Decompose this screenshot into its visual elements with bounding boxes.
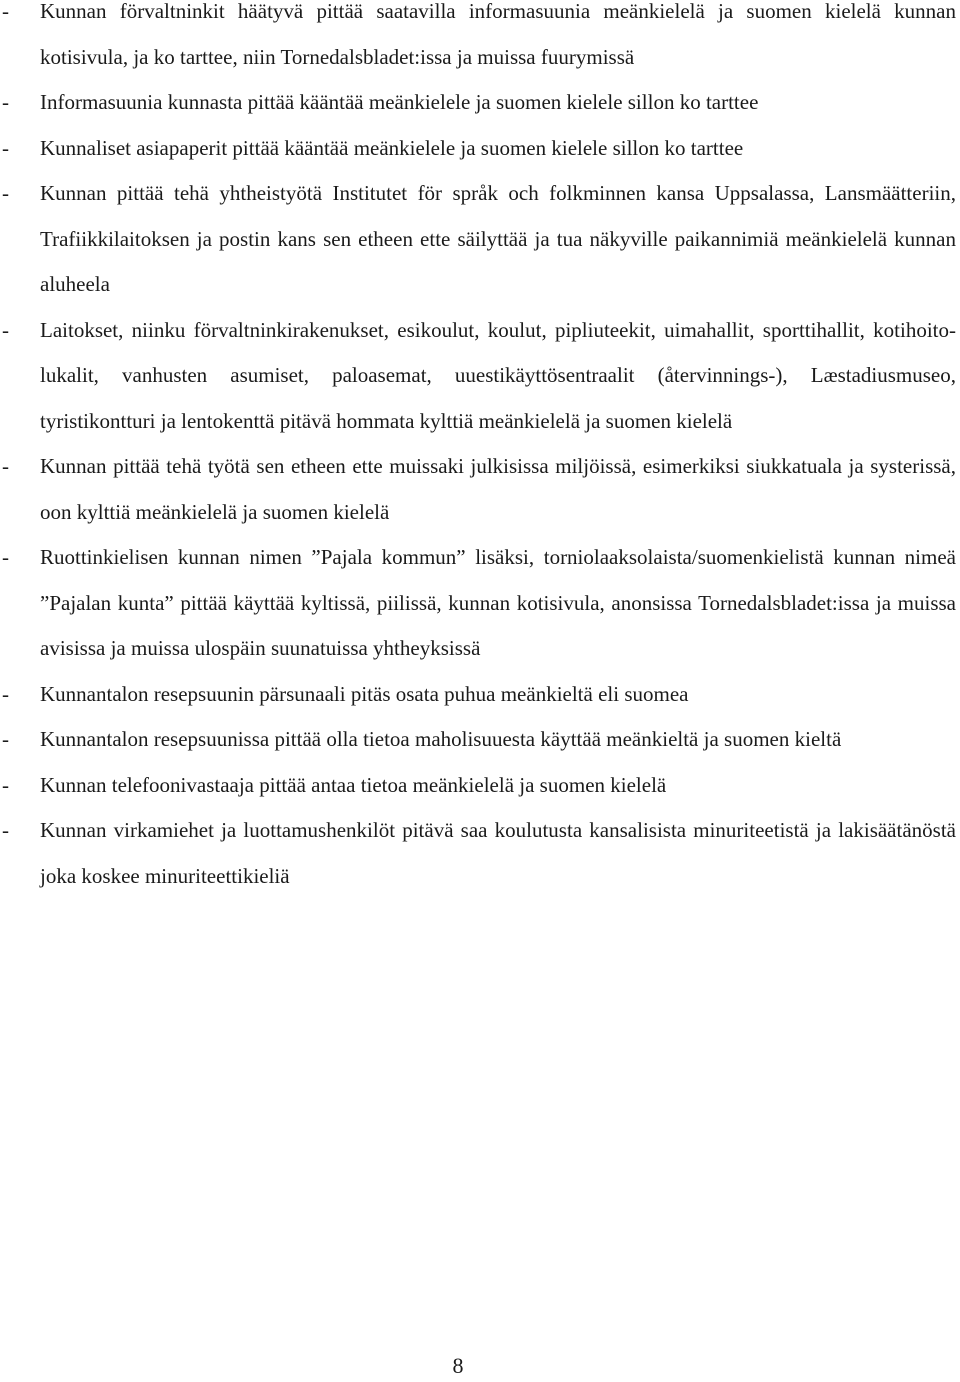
bullet-dash: - <box>2 0 9 23</box>
bullet-dash: - <box>2 90 9 114</box>
list-item-text: Kunnaliset asiapaperit pittää kääntää meänkielele ja suomen kielele sillon ko tarttee <box>40 135 744 160</box>
list-item-text: Ruottinkielisen kunnan nimen ”Pajala kommun” lisäksi, torniolaaksolaista/suomenkielistä kunnan nimeä ”Pajalan kunta” pittää käyttää kyltissä, piilissä, kunnan kotisivula, anonsissa Tornedalsbladet:issa ja muissa avisissa ja muissa ulospäin suunatuissa yhtheyksissä <box>40 545 956 660</box>
bullet-dash: - <box>2 454 9 478</box>
list-item-text: Kunnan telefoonivastaaja pittää antaa tietoa meänkielelä ja suomen kielelä <box>40 772 667 797</box>
list-item <box>0 808 960 899</box>
bullet-dash: - <box>2 135 9 160</box>
list-item <box>0 535 960 672</box>
page-number: 8 <box>452 1353 464 1378</box>
bullet-dash: - <box>2 681 9 706</box>
list-item <box>0 80 960 126</box>
bullet-dash: - <box>2 317 9 342</box>
list-item-text: Kunnan pittää tehä työtä sen etheen ette muissaki julkisissa miljöissä, esimerkiksi siukkatuala ja systerissä, oon kylttiä meänkielelä ja suomen kielelä <box>40 454 956 524</box>
list-item <box>0 763 960 809</box>
list-item-text: Laitokset, niinku förvaltninkirakenukset, esikoulut, koulut, pipliuteekit, uimahallit, sporttihallit, kotihoito-lukalit, vanhusten asumiset, paloasemat, uuestikäyttösentraalit (återvinnings-), Læstadiusmuseo, tyristikontturi ja lentokenttä pitävä hommata kylttiä meänkielelä ja suomen kielelä <box>40 317 956 433</box>
bullet-dash: - <box>2 727 9 751</box>
bullet-dash: - <box>2 772 9 797</box>
list-item <box>0 0 960 80</box>
list-item <box>0 672 960 718</box>
list-item-text: Kunnan pittää tehä yhtheistyötä Institutet för språk och folkminnen kansa Uppsalassa, Lansmäätteriin, Trafiikkilaitoksen ja postin kans sen etheen ette säilyttää ja tua näkyville paikannimiä meänkielelä kunnan aluheela <box>40 181 956 296</box>
list-item-text: Informasuunia kunnasta pittää kääntää meänkielele ja suomen kielele sillon ko tarttee <box>40 90 759 114</box>
list-item-text: Kunnantalon resepsuunissa pittää olla tietoa maholisuuesta käyttää meänkieltä ja suomen kieltä <box>40 727 842 751</box>
list-item <box>0 171 960 308</box>
bullet-dash: - <box>2 818 9 842</box>
list-item <box>0 444 960 535</box>
bullet-dash: - <box>2 181 9 205</box>
list-item <box>0 308 960 445</box>
list-item-text: Kunnan virkamiehet ja luottamushenkilöt pitävä saa koulutusta kansalisista minuriteetistä ja lakisäätänöstä joka koskee minuriteettikieliä <box>40 818 956 888</box>
list-item <box>0 126 960 172</box>
list-item-text: Kunnan förvaltninkit häätyvä pittää saatavilla informasuunia meänkielelä ja suomen kielelä kunnan kotisivula, ja ko tarttee, niin Tornedalsbladet:issa ja muissa fuurymissä <box>40 0 956 69</box>
list-item-text: Kunnantalon resepsuunin pärsunaali pitäs osata puhua meänkieltä eli suomea <box>40 681 689 706</box>
list-item <box>0 717 960 763</box>
bullet-dash: - <box>2 545 9 569</box>
